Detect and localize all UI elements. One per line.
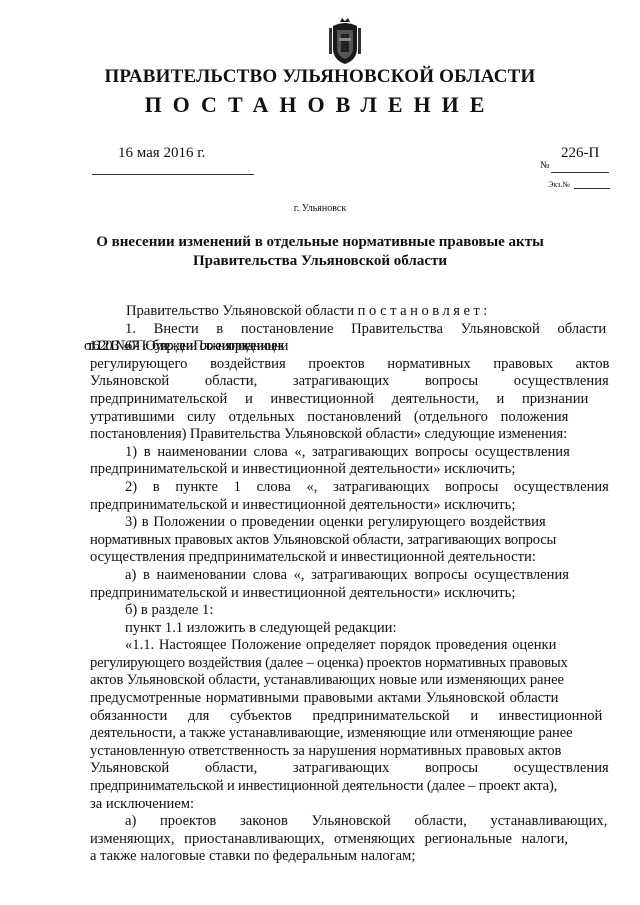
body-line: регулирующего воздействия (далее – оценка) проектов нормативных правовых [90,654,568,671]
date-underline [92,174,254,175]
body-line: 3) в Положении о проведении оценки регулирующего воздействия [125,514,546,531]
body-line: предпринимательской и инвестиционной деятельности (далее – проект акта), [90,778,558,795]
body-line: обязанности для субъектов предпринимательской и инвестиционной [90,707,603,724]
body-line: изменяющих, приостанавливающих, отменяющих региональные налоги, [90,830,569,847]
body-line: «1.1. Настоящее Положение определяет порядок проведения оценки [125,637,557,654]
body-line: 1) в наименовании слова «, затрагивающих вопросы осуществления [125,443,570,460]
body-line: утратившими силу отдельных постановлений (отдельного положения [90,408,569,425]
body-line: Правительство Ульяновской области постановляет: [126,303,491,319]
number-label: № [540,160,550,171]
body-line: предпринимательской и инвестиционной деятельности» исключить; [90,461,516,478]
body-line: предпринимательской и инвестиционной деятельности» исключить; [90,584,516,601]
body-line: предпринимательской и инвестиционной деятельности, и признании [90,390,589,407]
body-line: а) в наименовании слова «, затрагивающих вопросы осуществления [125,566,569,583]
document-date: 16 мая 2016 г. [118,145,206,161]
body-line: установленную ответственность за нарушения нормативных правовых актов [90,742,562,759]
body-line: Ульяновской области, затрагивающих вопросы осуществления [90,373,609,390]
body-line: осуществления предпринимательской и инвестиционной деятельности: [90,549,536,566]
government-title: ПРАВИТЕЛЬСТВО УЛЬЯНОВСКОЙ ОБЛАСТИ [104,66,536,87]
city-name: г. Ульяновск [293,203,347,214]
body-line: 2) в пункте 1 слова «, затрагивающих вопросы осуществления [125,478,609,495]
body-line: а) проектов законов Ульяновской области, устанавливающих, [125,813,608,830]
subject-line: О внесении изменений в отдельные нормативные правовые акты [96,234,544,250]
body-line: актов Ульяновской области, устанавливающих новые или изменяющих ранее [90,672,564,689]
body-line: 1. Внести в постановление Правительства Ульяновской области [125,320,607,337]
body-line: предпринимательской и инвестиционной деятельности» исключить; [90,496,516,513]
coat-of-arms-emblem [327,18,363,66]
body-line: деятельности, а также устанавливающие, изменяющие или отменяющие ранее [90,725,573,742]
body-line: а также налоговые ставки по федеральным налогам; [90,848,416,865]
copy-number-underline [574,188,610,189]
number-underline [551,172,609,173]
body-line: регулирующего воздействия проектов нормативных правовых актов [90,355,610,372]
body-line: предусмотренные нормативными правовыми актами Ульяновской области [90,690,559,707]
body-line: Ульяновской области, затрагивающих вопросы осуществления [90,760,609,777]
body-line: пункт 1.1 изложить в следующей редакции: [125,619,397,636]
body-line: от 16.12.2013 № 607-П «Об утверждении Положения о проведении оценки [84,338,285,355]
body-line: б) в разделе 1: [125,602,214,619]
body-line: за исключением: [90,795,195,812]
document-body [84,303,611,866]
document-subject [80,233,560,271]
document-number: 226-П [561,145,600,161]
subject-line: Правительства Ульяновской области [192,253,448,269]
body-line: нормативных правовых актов Ульяновской области, затрагивающих вопросы [90,531,557,548]
copy-number-label: Экз.№ [548,180,570,189]
document-type: ПОСТАНОВЛЕНИЕ [144,92,496,117]
body-line: постановления) Правительства Ульяновской области» следующие изменения: [90,426,568,443]
